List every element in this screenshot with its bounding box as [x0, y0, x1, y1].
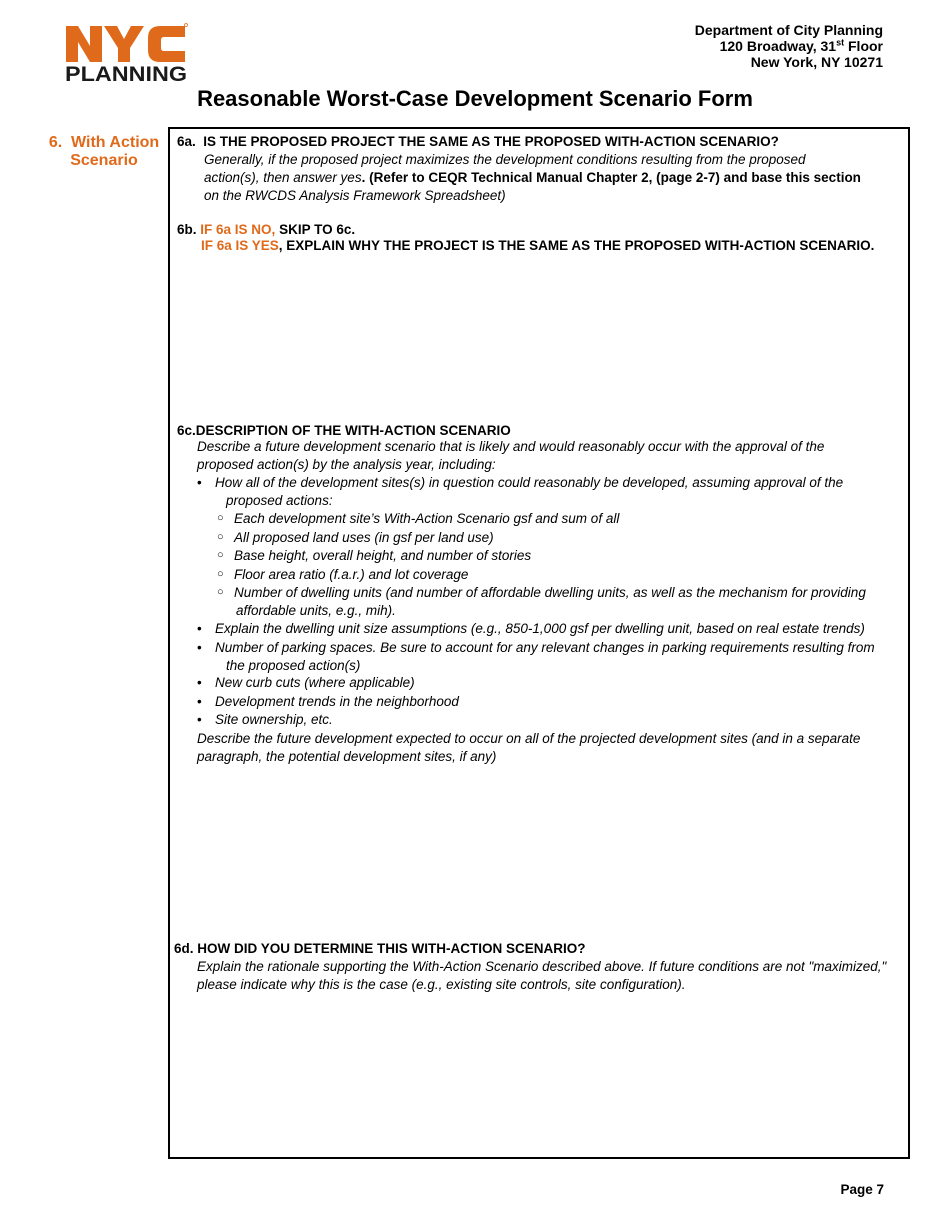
- answer-area-6b[interactable]: [178, 262, 896, 412]
- page-number: Page 7: [840, 1182, 884, 1197]
- address-block: [695, 22, 883, 70]
- list-item: • New curb cuts (where applicable): [197, 675, 415, 690]
- question-6c-heading: 6c.DESCRIPTION OF THE WITH-ACTION SCENARIO: [177, 423, 511, 438]
- list-item: • Development trends in the neighborhood: [197, 693, 459, 709]
- section-label: 6. With Action Scenario: [48, 134, 160, 169]
- address-street: 120 Broadway, 31st Floor: [719, 37, 883, 54]
- question-6a-description: Generally, if the proposed project maximizes the development conditions resulting from the proposed action(s), then answer yes. (Refer to CEQR Technical Manual Chapter 2, (page 2-7) and base this section on the RWCDS Analysis Framework Spreadsheet): [204, 152, 861, 203]
- form-title: Reasonable Worst-Case Development Scenario Form: [197, 86, 753, 111]
- nyc-planning-logo: [64, 22, 190, 84]
- question-6b: 6b. IF 6a IS NO, SKIP TO 6c.: [177, 222, 356, 237]
- question-6d-heading: 6d. HOW DID YOU DETERMINE THIS WITH-ACTION SCENARIO?: [174, 941, 586, 956]
- nyc-planning-logo-graphic: [64, 22, 190, 84]
- answer-area-6c[interactable]: [178, 772, 896, 932]
- question-6c-outro: Describe the future development expected to occur on all of the projected development sites (and in a separate paragraph, the potential development sites, if any): [197, 731, 861, 764]
- list-subitem: ○ Base height, overall height, and number of stories: [217, 548, 532, 563]
- answer-area-6d[interactable]: [178, 1000, 896, 1145]
- question-6b-explain: IF 6a IS YES, EXPLAIN WHY THE PROJECT IS THE SAME AS THE PROPOSED WITH-ACTION SCENARIO.: [201, 238, 875, 253]
- address-department: Department of City Planning: [694, 22, 883, 38]
- list-subitem: ○ Each development site’s With-Action Scenario gsf and sum of all: [217, 511, 620, 526]
- logo-planning-text: PLANNING: [65, 63, 187, 84]
- list-subitem: ○ Floor area ratio (f.a.r.) and lot coverage: [217, 566, 469, 582]
- list-item: • Site ownership, etc.: [197, 712, 333, 727]
- list-subitem: ○ Number of dwelling units (and number of affordable dwelling units, as well as the mechanism for providing affordable units, e.g., mih).: [217, 585, 866, 618]
- list-subitem: ○ All proposed land uses (in gsf per land use): [217, 529, 494, 545]
- list-item: • Number of parking spaces. Be sure to account for any relevant changes in parking requirements resulting from the proposed action(s): [197, 640, 875, 673]
- address-city: New York, NY 10271: [750, 54, 883, 70]
- question-6c-intro: Describe a future development scenario that is likely and would reasonably occur with the approval of the proposed action(s) by the analysis year, including:: [197, 439, 825, 472]
- question-6d-description: Explain the rationale supporting the With-Action Scenario described above. If future conditions are not "maximized," please indicate why this is the case (e.g., existing site controls, site configuration).: [197, 959, 887, 992]
- question-6a: 6a. IS THE PROPOSED PROJECT THE SAME AS THE PROPOSED WITH-ACTION SCENARIO?: [177, 134, 779, 149]
- list-item: • How all of the development sites(s) in question could reasonably be developed, assuming approval of the proposed actions:: [197, 475, 844, 508]
- list-item: • Explain the dwelling unit size assumptions (e.g., 850-1,000 gsf per dwelling unit, based on real estate trends): [197, 621, 865, 636]
